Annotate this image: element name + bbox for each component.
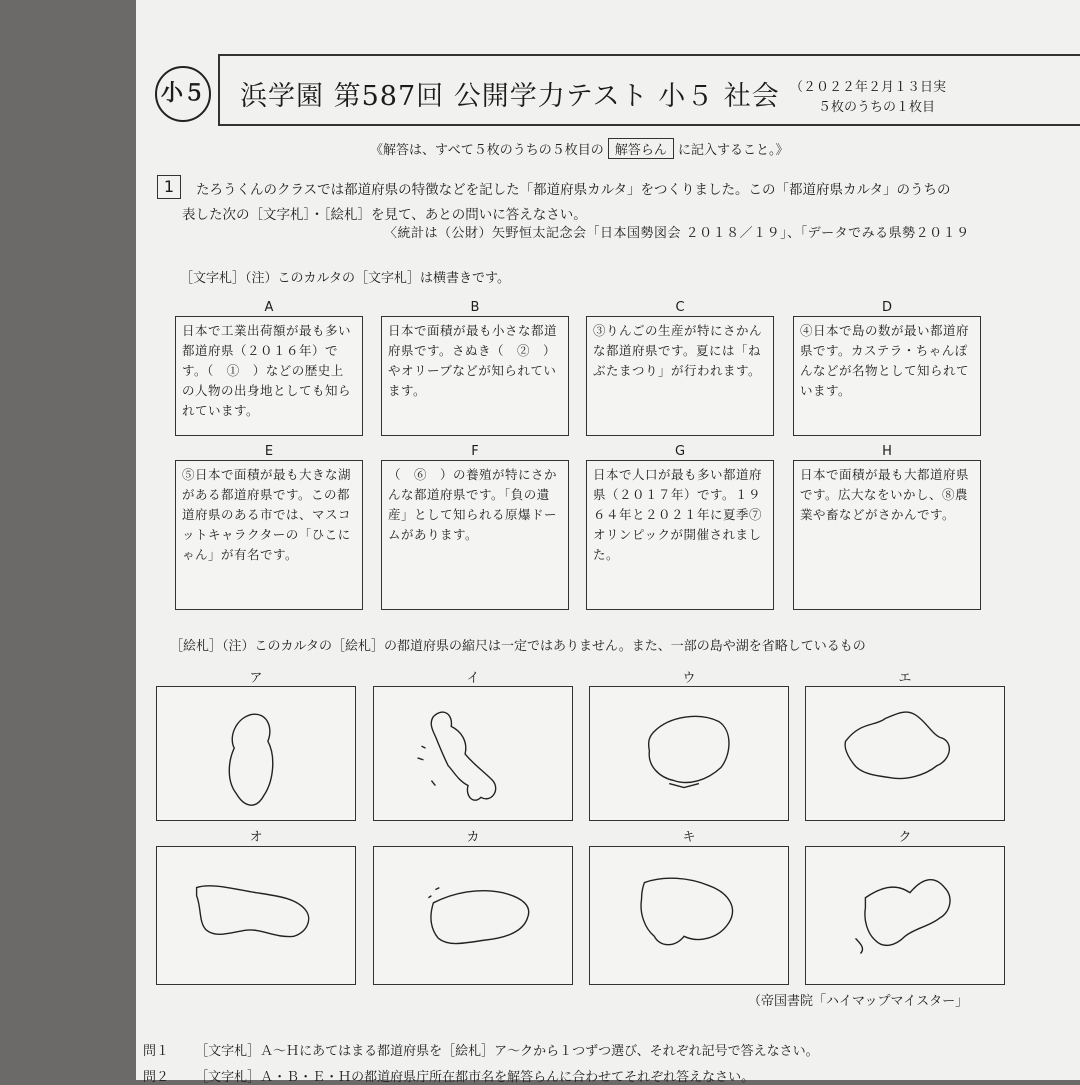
question-1-text: ［文字札］Ａ～Ｈにあてはまる都道府県を［絵札］ア～クから１つずつ選び、それぞれ記号で答えなさい。 <box>195 1044 819 1059</box>
picture-cards-note: ［絵札］（注）このカルタの［絵札］の都道府県の縮尺は一定ではありません。また、一部の島や湖を省略しているもの <box>170 639 866 654</box>
prefecture-map-2 <box>373 686 573 821</box>
text-card-letter-g: G <box>674 444 686 459</box>
instruction-before: 《解答は、すべて５枚のうちの５枚目の <box>370 143 604 158</box>
text-card-letter-f: F <box>471 444 479 459</box>
picture-card-label-1: ア <box>249 671 263 686</box>
prefecture-map-4 <box>805 686 1005 821</box>
answer-box-label: 解答らん <box>608 138 674 159</box>
picture-card-label-3: ウ <box>682 671 696 686</box>
prefecture-map-7 <box>589 846 789 985</box>
text-cards-note: ［文字札］（注）このカルタの［文字札］は横書きです。 <box>180 271 510 286</box>
text-card-letter-b: B <box>470 300 480 315</box>
picture-card-label-8: ク <box>898 830 912 845</box>
prefecture-map-6 <box>373 846 573 985</box>
prefecture-outline-6 <box>374 847 572 984</box>
prefecture-outline-8 <box>806 847 1004 984</box>
question-1-label: 問１ <box>143 1044 170 1059</box>
text-card-a: 日本で工業出荷額が最も多い都道府県（２０１６年）です。（ ① ）などの歴史上の人物の出身地としても知られています。 <box>175 316 363 436</box>
prefecture-outline-5 <box>157 847 355 984</box>
statistics-source: 〈統計は（公財）矢野恒太記念会「日本国勢図会 ２０１８／１９」、「データでみる県勢２０１９ <box>384 226 970 241</box>
prefecture-outline-1 <box>157 687 355 820</box>
text-card-c: ③りんごの生産が特にさかんな都道府県です。夏には「ねぶたまつり」が行われます。 <box>586 316 774 436</box>
picture-card-label-4: エ <box>898 671 912 686</box>
prefecture-map-5 <box>156 846 356 985</box>
sheet-number: ５枚のうちの１枚目 <box>818 100 936 115</box>
prefecture-map-1 <box>156 686 356 821</box>
text-card-g: 日本で人口が最も多い都道府県（２０１７年）です。１９６４年と２０２１年に夏季⑦オリンピックが開催されました。 <box>586 460 774 610</box>
q1-line2: 表した次の［文字札］・［絵札］を見て、あとの問いに答えなさい。 <box>182 207 587 223</box>
text-card-letter-d: D <box>881 300 892 315</box>
instruction-after: に記入すること。》 <box>678 143 789 158</box>
question-2-text: ［文字札］Ａ・Ｂ・Ｅ・Ｈの都道府県庁所在都市名を解答らんに合わせてそれぞれ答えなさい。 <box>195 1070 755 1085</box>
map-credit: （帝国書院「ハイマップマイスター」 <box>748 994 969 1009</box>
text-card-letter-h: H <box>882 444 892 459</box>
text-card-d: ④日本で島の数が最い都道府県です。カステラ・ちゃんぽんなどが名物として知られています。 <box>793 316 981 436</box>
prefecture-outline-2 <box>374 687 572 820</box>
prefecture-outline-3 <box>590 687 788 820</box>
picture-card-label-5: オ <box>249 830 263 845</box>
question-1-number: 1 <box>157 175 181 199</box>
text-card-letter-a: A <box>264 300 274 315</box>
prefecture-map-3 <box>589 686 789 821</box>
picture-card-label-7: キ <box>682 830 696 845</box>
text-card-h: 日本で面積が最も大都道府県です。広大なをいかし、⑧農業や畜などがさかんです。 <box>793 460 981 610</box>
prefecture-outline-4 <box>806 687 1004 820</box>
exam-date: （２０２２年２月１３日実 <box>790 80 947 95</box>
question-2 <box>143 1066 754 1085</box>
picture-card-label-6: カ <box>466 830 480 845</box>
picture-card-label-2: イ <box>466 671 480 686</box>
q1-line1: たろうくんのクラスでは都道府県の特徴などを記した「都道府県カルタ」をつくりました。この「都道府県カルタ」のうちの <box>196 182 951 198</box>
answer-instruction <box>370 138 789 159</box>
prefecture-map-8 <box>805 846 1005 985</box>
text-card-e: ⑤日本で面積が最も大きな湖がある都道府県です。この都道府県のある市では、マスコットキャラクターの「ひこにゃん」が有名です。 <box>175 460 363 610</box>
question-1 <box>143 1040 819 1059</box>
text-card-b: 日本で面積が最も小さな都道府県です。さぬき（ ② ）やオリーブなどが知られています。 <box>381 316 569 436</box>
text-card-letter-c: C <box>675 300 685 315</box>
exam-title: 浜学園 第587回 公開学力テスト 小５ 社会 <box>240 81 780 112</box>
prefecture-outline-7 <box>590 847 788 984</box>
text-card-f: （ ⑥ ）の養殖が特にさかんな都道府県です。「負の遺産」として知られる原爆ドームがあります。 <box>381 460 569 610</box>
question-2-label: 問２ <box>143 1070 170 1085</box>
text-card-letter-e: E <box>264 444 274 459</box>
grade-badge: 小５ <box>155 66 211 122</box>
